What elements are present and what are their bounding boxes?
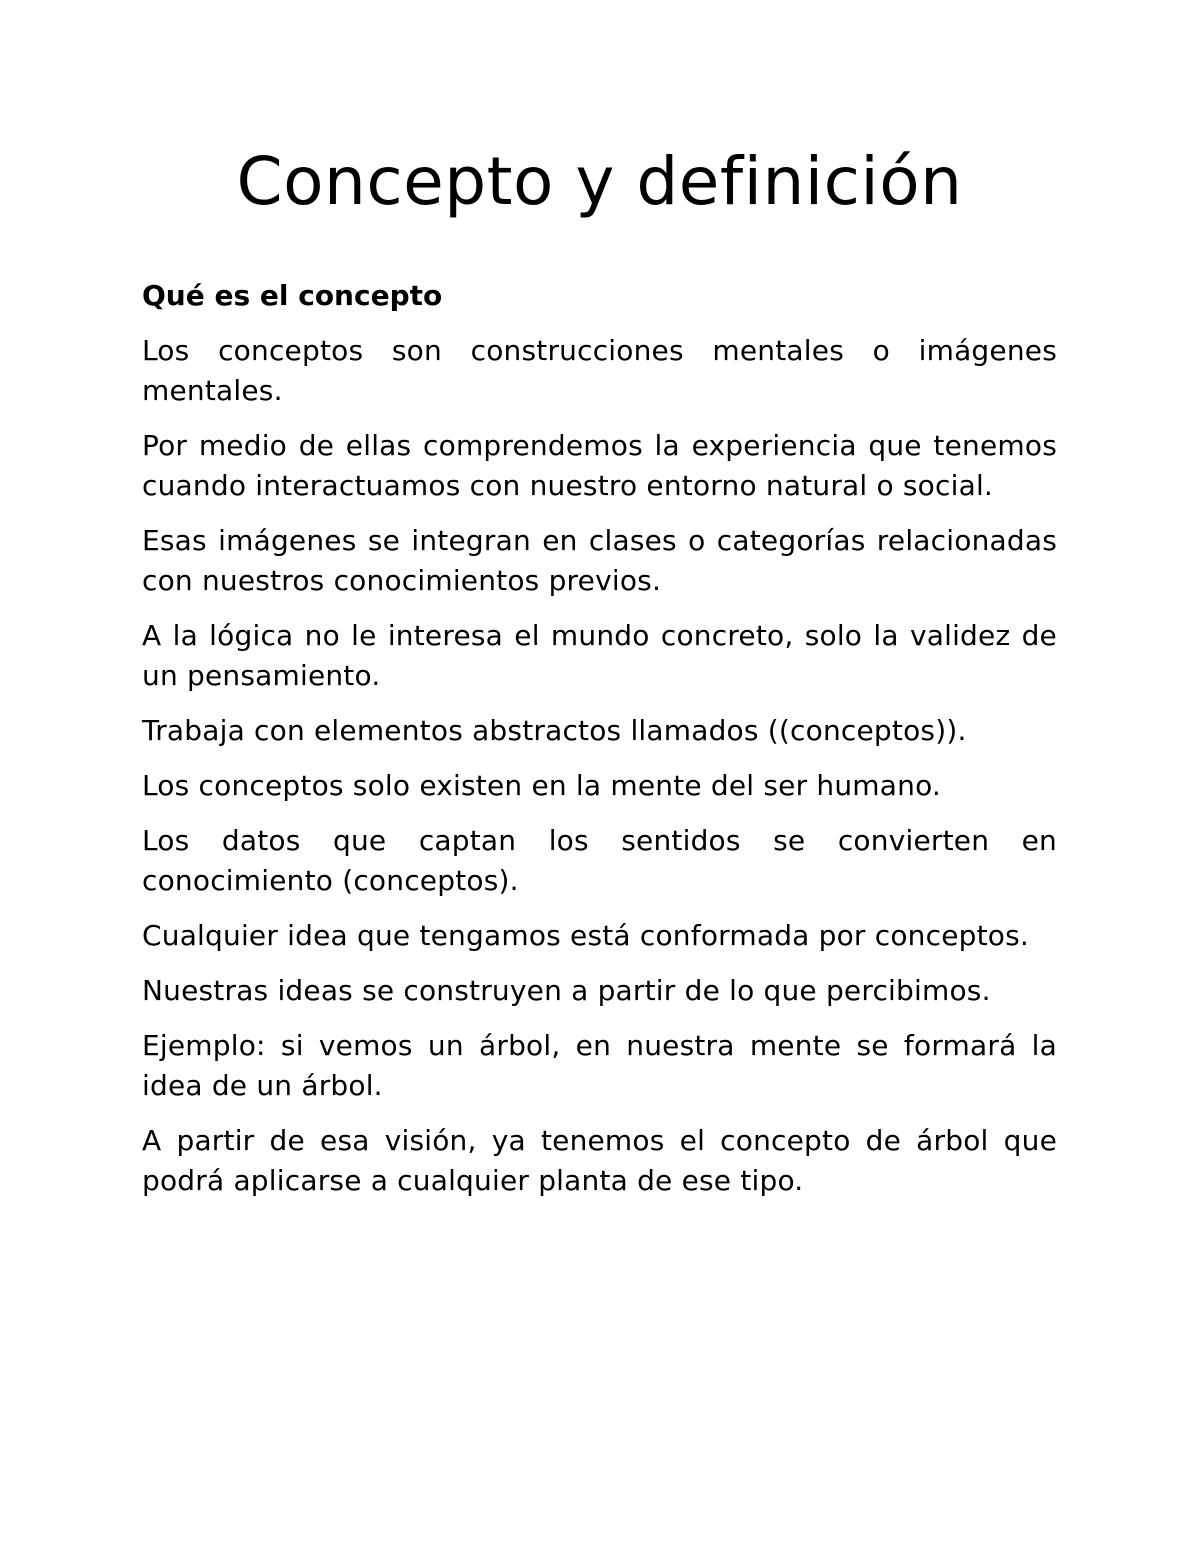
paragraph-5: Trabaja con elementos abstractos llamados ((conceptos)). <box>142 714 967 747</box>
section-heading: Qué es el concepto <box>142 279 443 312</box>
paragraph-9: Nuestras ideas se construyen a partir de lo que percibimos. <box>142 974 991 1007</box>
paragraph-8: Cualquier idea que tengamos está conformada por conceptos. <box>142 919 1030 952</box>
paragraph-10: Ejemplo: si vemos un árbol, en nuestra mente se formará la idea de un árbol. <box>142 1029 1057 1102</box>
paragraph-4: A la lógica no le interesa el mundo concreto, solo la validez de un pensamiento. <box>142 619 1057 692</box>
paragraph-1: Los conceptos son construcciones mentales o imágenes mentales. <box>142 334 1057 407</box>
paragraph-7: Los datos que captan los sentidos se convierten en conocimiento (conceptos). <box>142 824 1057 897</box>
paragraph-11: A partir de esa visión, ya tenemos el concepto de árbol que podrá aplicarse a cualquier planta de ese tipo. <box>142 1124 1057 1197</box>
paragraph-3: Esas imágenes se integran en clases o categorías relacionadas con nuestros conocimientos previos. <box>142 524 1057 597</box>
page-title: Concepto y definición <box>236 143 963 220</box>
paragraph-6: Los conceptos solo existen en la mente del ser humano. <box>142 769 942 802</box>
paragraph-2: Por medio de ellas comprendemos la experiencia que tenemos cuando interactuamos con nuestro entorno natural o social. <box>142 429 1057 502</box>
document-body <box>142 276 1057 1216</box>
